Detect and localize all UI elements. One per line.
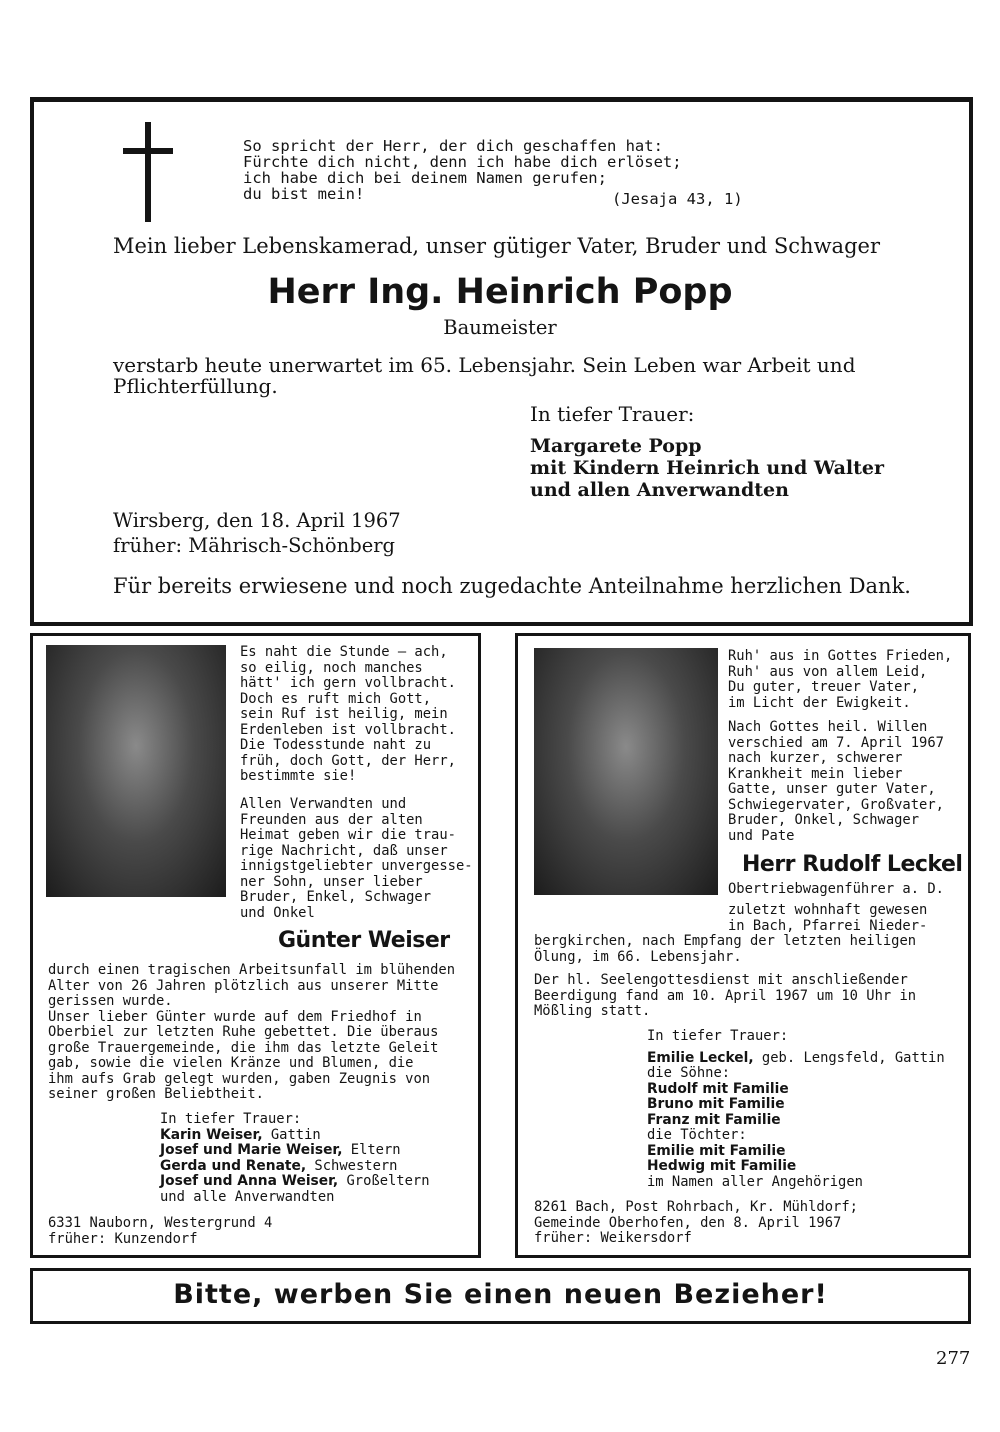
portrait-photo (46, 645, 226, 897)
formerly-line: früher: Kunzendorf (48, 1230, 198, 1247)
mourner-row (160, 1128, 430, 1144)
right-occupation (728, 882, 944, 898)
verse-reference: (Jesaja 43, 1) (612, 190, 743, 208)
mourner: mit Kindern Heinrich und Walter (530, 457, 884, 479)
mourner-row (160, 1143, 430, 1159)
wife-name: Emilie Leckel, (647, 1049, 754, 1066)
mourner-relation: Großeltern (346, 1173, 430, 1189)
announce-line: und Onkel (240, 904, 315, 921)
residence-line: zuletzt wohnhaft gewesen (728, 902, 928, 918)
mourner-relation: Gattin (270, 1126, 321, 1143)
address-line: 6331 Nauborn, Westergrund 4 (48, 1215, 273, 1231)
announce-line: verschied am 7. April 1967 (728, 734, 944, 751)
announce-line: Allen Verwandten und (240, 796, 407, 812)
address-line: 8261 Bach, Post Rohrbach, Kr. Mühldorf; (534, 1199, 858, 1215)
announce-line: nach kurzer, schwerer (728, 750, 903, 766)
place-date-block (113, 508, 401, 558)
daughter-row: Hedwig mit Familie (647, 1158, 797, 1174)
mourner-relation: Eltern (350, 1142, 401, 1158)
occupation-line: Obertriebwagenführer a. D. (728, 881, 944, 897)
mourner-row (160, 1174, 430, 1190)
poem-line: bestimmte sie! (240, 768, 357, 784)
announce-line: Bruder, Onkel, Schwager (728, 812, 920, 828)
right-residence (728, 903, 927, 934)
poem-line: früh, doch Gott, der Herr, (240, 752, 456, 769)
wife-detail: geb. Lengsfeld, Gattin (761, 1049, 945, 1066)
verse-line: So spricht der Herr, der dich geschaffen hat: (243, 137, 663, 155)
announce-line: innigstgeliebter unvergesse- (240, 858, 473, 874)
poem-line: Ruh' aus in Gottes Frieden, (728, 648, 953, 664)
mourner-relation: Schwestern (314, 1157, 398, 1174)
mourning-label: In tiefer Trauer: (160, 1111, 302, 1127)
right-poem (728, 649, 952, 711)
announce-line: rige Nachricht, daß unser (240, 842, 448, 859)
announce-line: Krankheit mein lieber (728, 765, 903, 782)
body-line: gerissen wurde. (48, 993, 173, 1009)
announce-line: Heimat geben wir die trau- (240, 827, 456, 843)
announce-line: Gatte, unser guter Vater, (728, 781, 936, 797)
deceased-title: Baumeister (443, 316, 557, 339)
formerly: früher: Mährisch-Schönberg (113, 534, 396, 557)
poem-line: Ruh' aus von allem Leid, (728, 663, 928, 680)
subscriber-banner: Bitte, werben Sie einen neuen Bezieher! (173, 1279, 828, 1310)
body-line: Oberbiel zur letzten Ruhe gebettet. Die überaus (48, 1024, 439, 1040)
mourners-list (530, 435, 884, 501)
left-announcement (240, 797, 473, 921)
poem-line: hätt' ich gern vollbracht. (240, 675, 456, 691)
mourner: Margarete Popp (530, 435, 702, 457)
left-address (48, 1216, 272, 1247)
verse-line: Fürchte dich nicht, denn ich habe dich erlöset; (243, 153, 682, 171)
death-line: Pflichterfüllung. (113, 374, 278, 398)
mourner-row (160, 1159, 430, 1175)
formerly-line: früher: Weikersdorf (534, 1230, 692, 1246)
service-line: Beerdigung fand am 10. April 1967 um 10 Uhr in (534, 987, 917, 1004)
mourner-name: Karin Weiser, (160, 1126, 263, 1143)
poem-line: im Licht der Ewigkeit. (728, 694, 911, 711)
daughters-label: die Töchter: (647, 1127, 747, 1143)
closing-line: im Namen aller Angehörigen (647, 1173, 863, 1190)
body-line: Unser lieber Günter wurde auf dem Friedhof in (48, 1008, 422, 1025)
poem-line: Die Todesstunde naht zu (240, 737, 432, 753)
right-residence-full (534, 934, 916, 965)
announce-line: Bruder, Enkel, Schwager (240, 889, 432, 905)
poem-line: Es naht die Stunde — ach, (240, 644, 448, 660)
wife-row (647, 1051, 945, 1067)
poem-line: sein Ruf ist heilig, mein (240, 706, 448, 722)
sons-label: die Söhne: (647, 1065, 731, 1081)
service-line: Mößling statt. (534, 1003, 651, 1019)
left-deceased-name: Günter Weiser (278, 928, 450, 953)
announce-line: Freunden aus der alten (240, 811, 423, 828)
residence-line: Ölung, im 66. Lebensjahr. (534, 948, 742, 965)
body-line: ihm aufs Grab gelegt wurden, gaben Zeugnis von (48, 1070, 431, 1087)
body-line: Alter von 26 Jahren plötzlich aus unserer Mitte (48, 977, 439, 994)
mourner-name: Josef und Marie Weiser, (160, 1142, 343, 1158)
mourner-name: Josef und Anna Weiser, (160, 1173, 339, 1189)
body-line: durch einen tragischen Arbeitsunfall im blühenden (48, 962, 456, 978)
right-deceased-name: Herr Rudolf Leckel (742, 852, 963, 877)
mourner: und allen Anverwandten (530, 479, 789, 501)
body-line: seiner großen Beliebtheit. (48, 1086, 264, 1102)
left-mourners (160, 1112, 430, 1205)
right-service (534, 973, 916, 1020)
poem-line: Du guter, treuer Vater, (728, 679, 920, 695)
daughter-row: Emilie mit Familie (647, 1142, 786, 1159)
verse-line: du bist mein! (243, 185, 365, 203)
mourner-name: Gerda und Renate, (160, 1157, 307, 1174)
deceased-name: Herr Ing. Heinrich Popp (267, 272, 733, 312)
service-line: Der hl. Seelengottesdienst mit anschließender (534, 972, 908, 988)
right-announcement (728, 720, 944, 844)
left-body (48, 963, 455, 1103)
right-address (534, 1200, 858, 1247)
poem-line: Doch es ruft mich Gott, (240, 690, 432, 707)
poem-line: so eilig, noch manches (240, 659, 423, 676)
poem-line: Erdenleben ist vollbracht. (240, 721, 456, 738)
announce-line: Nach Gottes heil. Willen (728, 719, 928, 735)
son-row: Bruno mit Familie (647, 1096, 785, 1112)
announce-line: und Pate (728, 827, 795, 844)
page-number: 277 (936, 1348, 971, 1369)
left-poem (240, 645, 456, 785)
announce-line: Schwiegervater, Großvater, (728, 796, 944, 813)
community-line: Gemeinde Oberhofen, den 8. April 1967 (534, 1214, 842, 1231)
announce-line: ner Sohn, unser lieber (240, 873, 423, 890)
residence-line: in Bach, Pfarrei Nieder- (728, 917, 928, 934)
mourning-label: In tiefer Trauer: (647, 1028, 789, 1044)
death-line: verstarb heute unerwartet im 65. Lebensjahr. Sein Leben war Arbeit und (113, 353, 856, 377)
son-row: Franz mit Familie (647, 1111, 781, 1128)
place-date: Wirsberg, den 18. April 1967 (113, 509, 401, 532)
verse-line: ich habe dich bei deinem Namen gerufen; (243, 169, 607, 187)
closing-line: und alle Anverwandten (160, 1188, 335, 1205)
death-statement (113, 355, 856, 397)
intro-line: Mein lieber Lebenskamerad, unser gütiger Vater, Bruder und Schwager (113, 234, 880, 258)
mourning-label: In tiefer Trauer: (530, 402, 695, 426)
residence-line: bergkirchen, nach Empfang der letzten heiligen (534, 933, 917, 949)
thanks-line: Für bereits erwiesene und noch zugedachte Anteilnahme herzlichen Dank. (113, 574, 911, 598)
body-line: große Trauergemeinde, die ihm das letzte Geleit (48, 1039, 439, 1056)
right-mourners (647, 1029, 945, 1190)
cross-icon (145, 122, 151, 222)
body-line: gab, sowie die vielen Kränze und Blumen, die (48, 1055, 414, 1071)
portrait-photo (534, 648, 718, 895)
cross-icon-bar (123, 148, 173, 154)
son-row: Rudolf mit Familie (647, 1080, 789, 1097)
